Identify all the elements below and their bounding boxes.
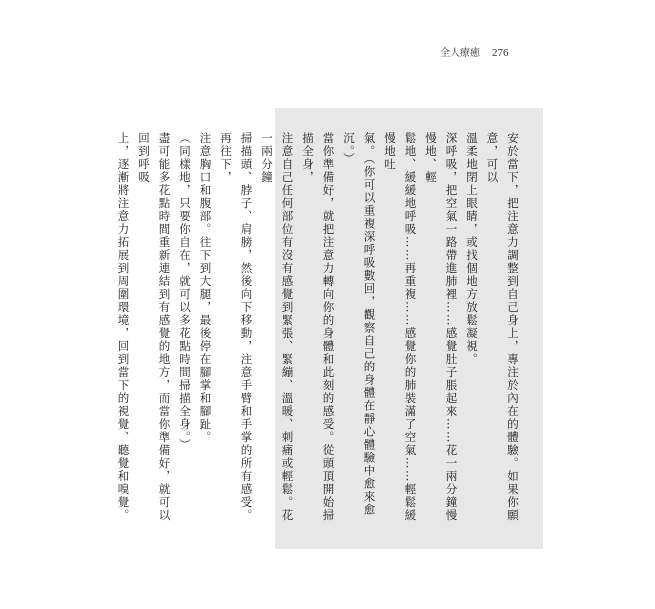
page-number: 276 <box>492 47 509 59</box>
vertical-text-body <box>113 132 523 532</box>
text-line: 注意胸口和腹部。往下到大腿，最後停在腳掌和腳趾。 <box>198 132 213 444</box>
meditation-text-panel <box>116 108 543 549</box>
text-line: 上，逐漸將注意力拓展到周圍環境，回到當下的視覺、聽覺和嗅覺。 <box>116 132 131 522</box>
text-line: （同樣地，只要你自在，就可以多花點時間掃描全身。） <box>178 132 192 452</box>
text-line: 鬆地、緩緩地呼吸……再重複……感覺你的肺裝滿了空氣……輕鬆緩慢地吐 <box>383 132 418 522</box>
text-line: 安於當下，把注意力調整到自己身上，專注於內在的體驗。如果你願意，可以 <box>485 132 520 522</box>
text-line: 氣。（你可以重複深呼吸數回，觀察自己的身體在靜心體驗中愈來愈沉。） <box>342 132 377 517</box>
text-line: 當你準備好，就把注意力轉向你的身體和此刻的感受。從頭頂開始掃描全身， <box>301 132 336 522</box>
text-line: 掃描頭、脖子、肩膀，然後向下移動，注意手臂和手掌的所有感受。再往下， <box>219 132 254 522</box>
text-line: 溫柔地閉上眼睛，或找個地方放鬆凝視。 <box>465 132 479 366</box>
text-line: 盡可能多花點時間重新連結到有感覺的地方，而當你準備好，就可以回到呼吸 <box>137 132 172 522</box>
book-title: 全人療癒 <box>440 48 480 59</box>
text-line: 注意自己任何部位有沒有感覺到緊張、緊繃、溫暖、刺痛或輕鬆。花一兩分鐘 <box>260 132 295 522</box>
text-line: 深呼吸，把空氣一路帶進肺裡……感覺肚子脹起來……花一兩分鐘慢慢地、輕 <box>424 132 459 522</box>
running-header <box>440 44 509 59</box>
